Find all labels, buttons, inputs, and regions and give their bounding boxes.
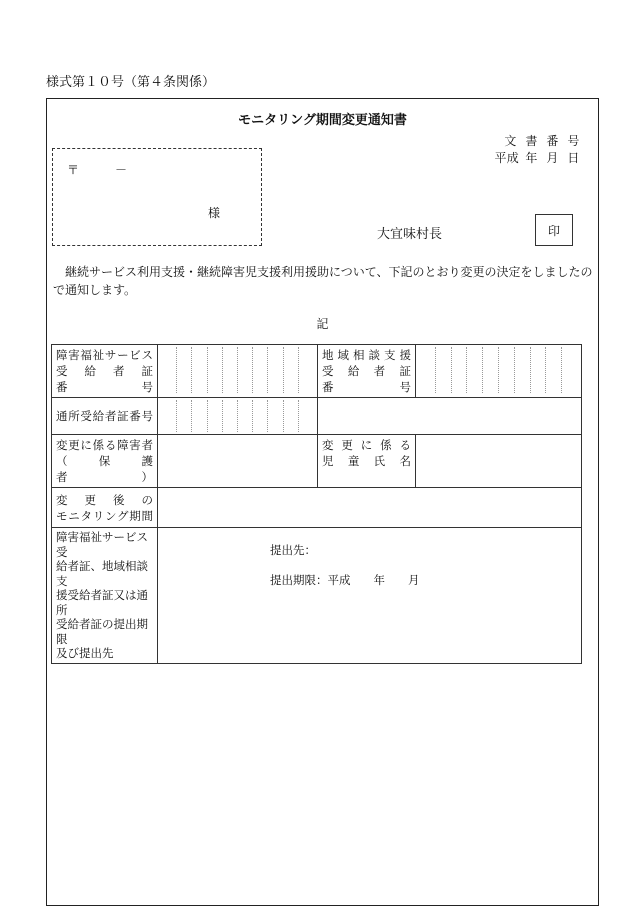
label-line: 番 号 (56, 380, 153, 394)
ki-heading: 記 (316, 317, 329, 331)
table-row (52, 345, 582, 398)
monitoring-period-label (52, 488, 158, 528)
community-certificate-number-field[interactable] (416, 345, 582, 398)
table-row (52, 398, 582, 435)
label-line: 給者証、地域相談支 (56, 559, 148, 588)
label-line: 受 給 者 証 (56, 364, 153, 378)
postal-mark: 〒 (67, 163, 80, 177)
document-title: モニタリング期間変更通知書 (238, 113, 407, 128)
recipient-address-box (52, 148, 262, 246)
disabled-person-field[interactable] (158, 435, 318, 488)
label-line: 変更に係る (322, 438, 411, 452)
child-name-label (318, 435, 416, 488)
form-number: 様式第１０号（第４条関係） (46, 75, 216, 90)
document-date (495, 150, 582, 167)
label-line: 地域相談支援 (322, 348, 411, 362)
month-label: 月 (546, 151, 559, 165)
doc-num-char: 番 (546, 134, 559, 148)
table-row (52, 528, 582, 664)
day-label: 日 (567, 151, 580, 165)
label-line: モニタリング期間 (56, 508, 153, 523)
deadline-label: 提出期限：平成 年 月 (270, 573, 420, 587)
issuer-name: 大宜味村長 (377, 227, 443, 242)
seal-label: 印 (547, 223, 560, 238)
notice-body: 継続サービス利用支援・継続障害児支援利用援助について、下記のとおり変更の決定をしましたので通知します。 (53, 265, 593, 297)
daycare-certificate-number-field[interactable] (158, 398, 318, 435)
label-line: 児童氏名 (322, 454, 411, 468)
doc-num-char: 号 (567, 134, 580, 148)
seal-box (535, 214, 573, 246)
label-line: 援受給者証又は通所 (56, 588, 148, 617)
label-line: 受 給 者 証 (322, 364, 411, 378)
label-line: 障害福祉サービス (56, 348, 153, 362)
era-label: 平成 (494, 151, 519, 165)
label-line: 障害福祉サービス受 (56, 530, 148, 559)
doc-num-char: 書 (525, 134, 538, 148)
table-row (52, 435, 582, 488)
label-line: 及び提出先 (56, 646, 114, 660)
service-certificate-number-field[interactable] (158, 345, 318, 398)
community-certificate-label (318, 345, 416, 398)
label-line: 受給者証の提出期限 (56, 617, 148, 646)
recipient-honorific: 様 (208, 206, 221, 220)
label-line: 番 号 (322, 380, 411, 394)
label-line: 通所受給者証番号 (56, 409, 153, 423)
service-certificate-label (52, 345, 158, 398)
label-line: 変更に係る障害者 (56, 438, 153, 452)
label-line: 変 更 後 の (56, 492, 153, 507)
daycare-certificate-label (52, 398, 158, 435)
monitoring-period-field[interactable] (158, 488, 582, 528)
label-line: （ 保 護 者 ） (56, 454, 165, 484)
submission-label (52, 528, 158, 664)
child-name-field[interactable] (416, 435, 582, 488)
document-frame (46, 98, 599, 906)
submit-to-label: 提出先： (270, 543, 316, 557)
year-label: 年 (525, 151, 538, 165)
disabled-person-label (52, 435, 165, 488)
table-row (52, 488, 582, 528)
details-table (51, 344, 582, 664)
empty-cell (318, 398, 582, 435)
document-number-block (495, 133, 582, 167)
doc-num-char: 文 (504, 134, 517, 148)
document-number-label (495, 133, 582, 150)
submission-field[interactable] (158, 528, 582, 664)
postal-hyphen: － (115, 163, 128, 177)
